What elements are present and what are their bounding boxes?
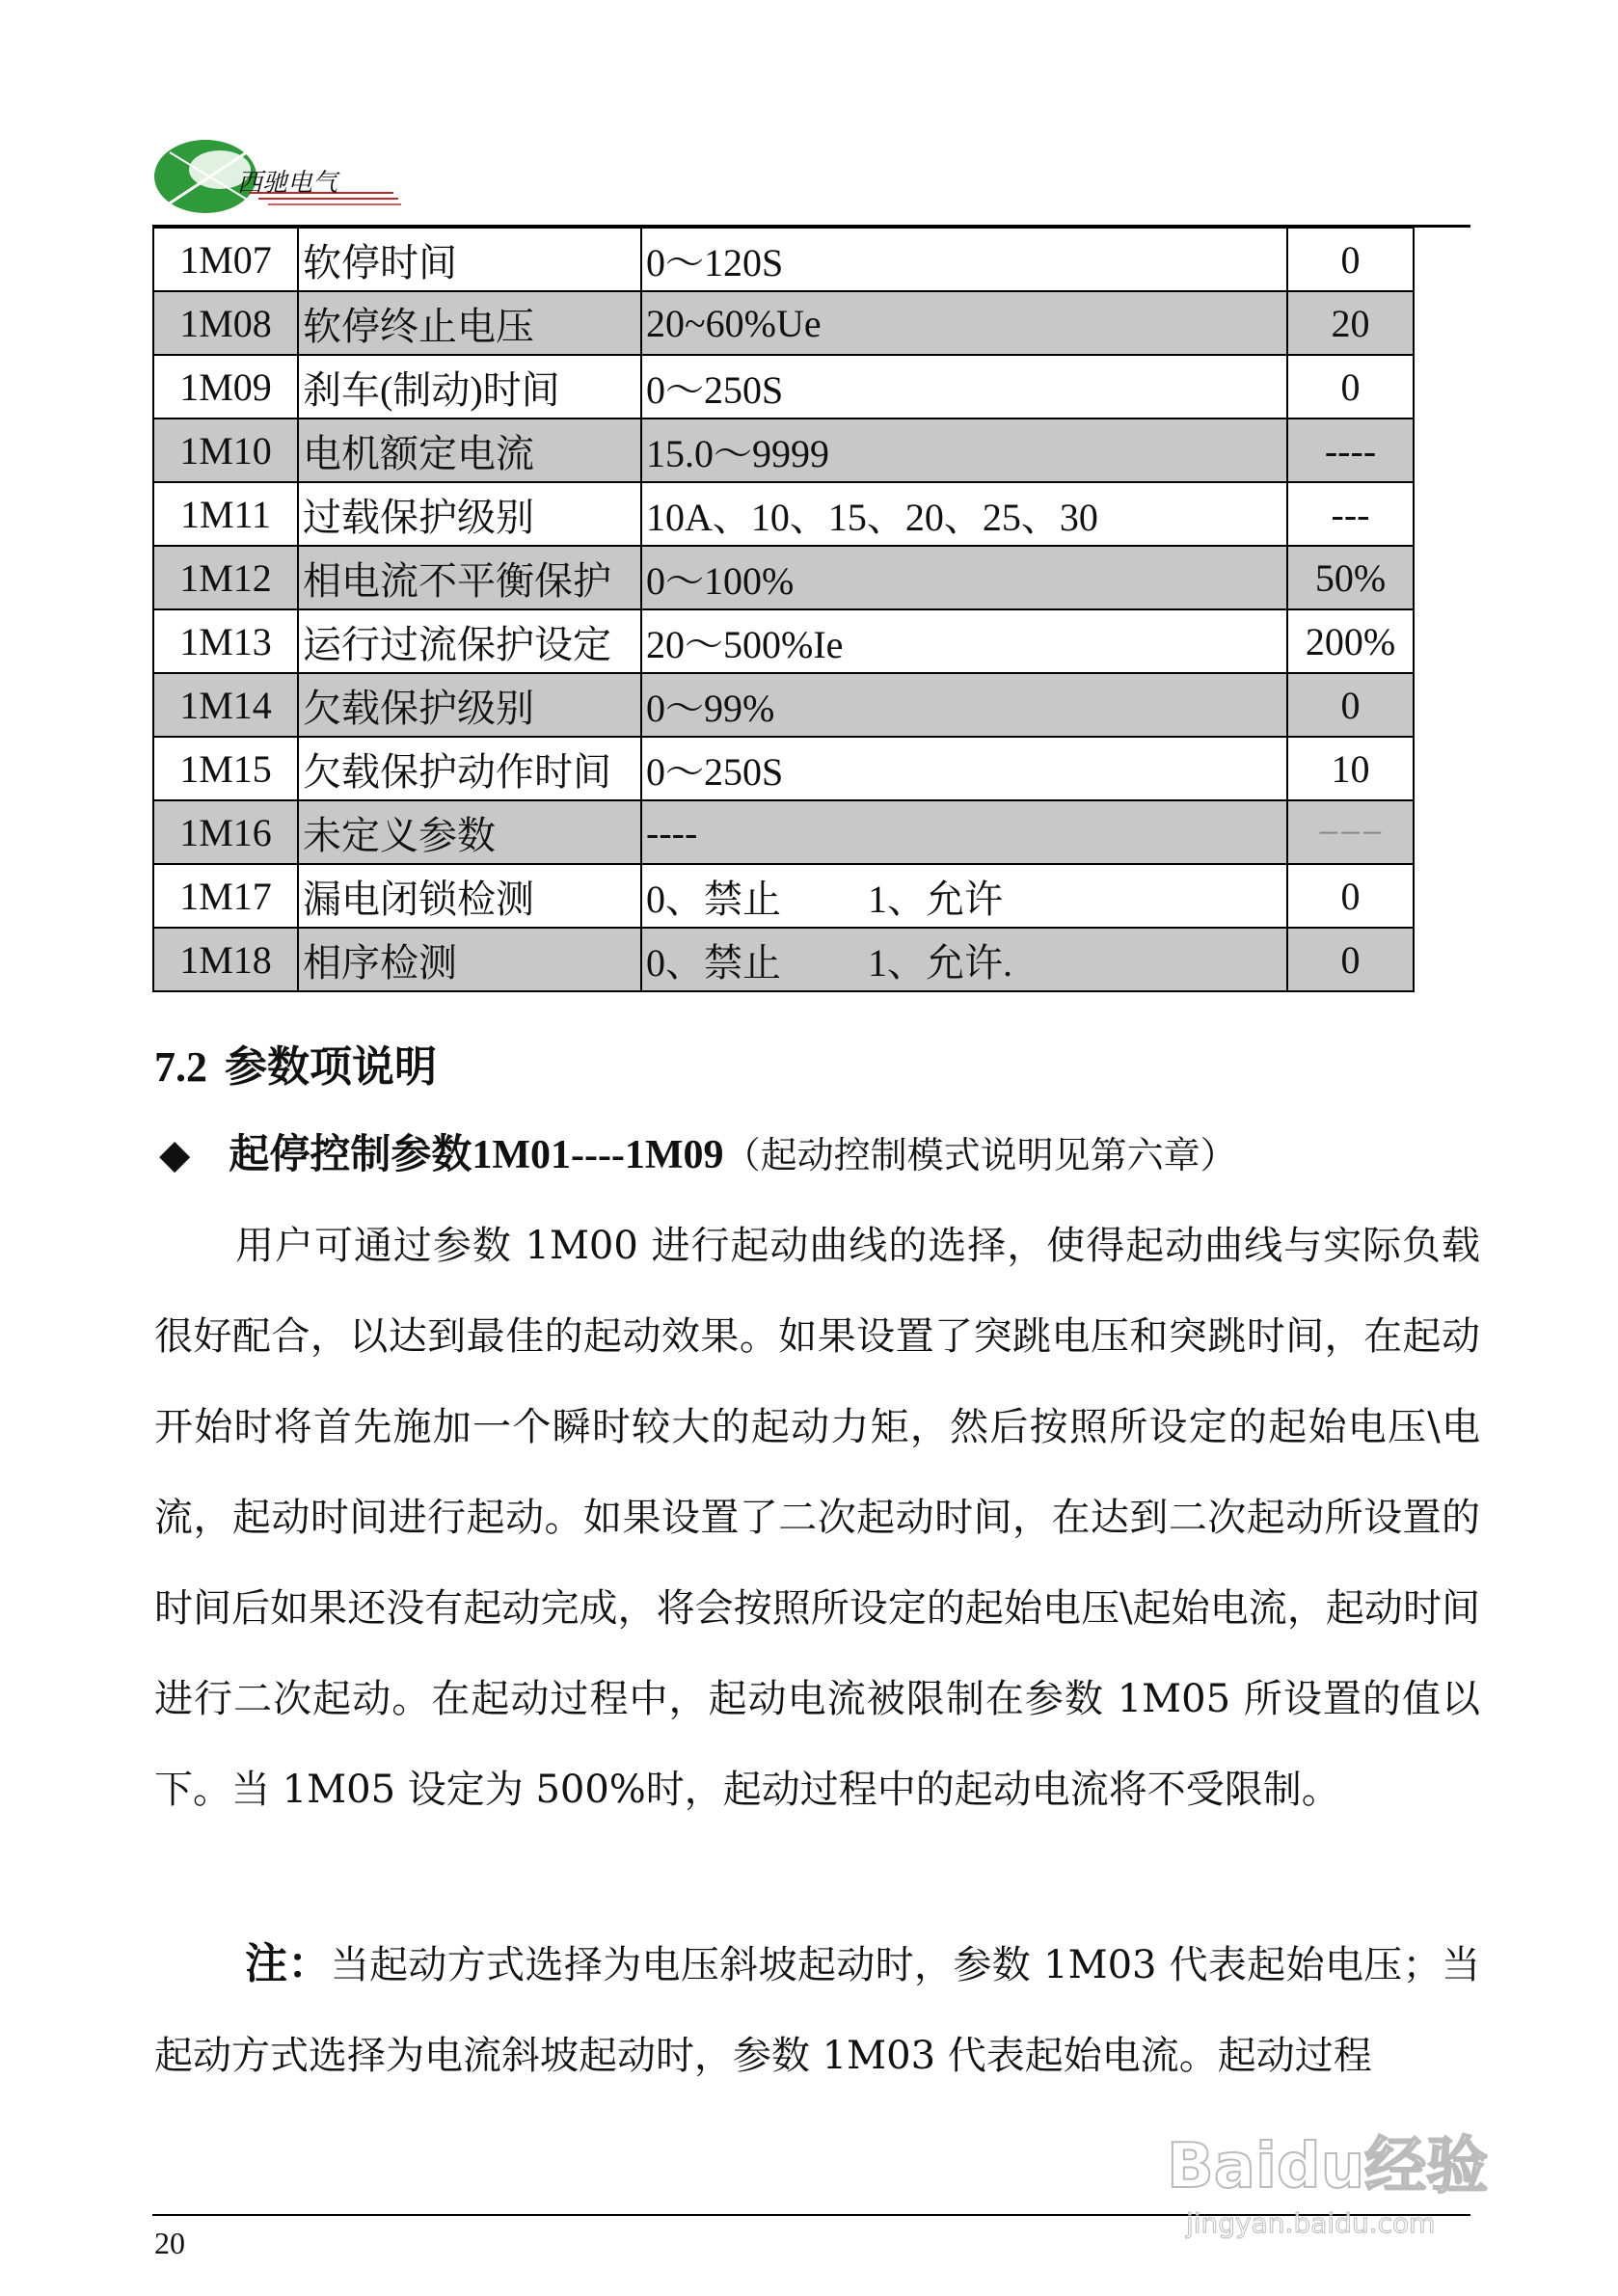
table-row (153, 291, 1414, 355)
param-code: 1M16 (153, 800, 298, 864)
bullet-note: （起动控制模式说明见第六章） (723, 1134, 1237, 1176)
parameter-table (152, 227, 1415, 992)
table-row (153, 482, 1414, 546)
param-name: 运行过流保护设定 (298, 609, 641, 673)
param-code: 1M07 (153, 228, 298, 291)
param-name: 欠载保护动作时间 (298, 737, 641, 800)
range-option-a: 0、禁止 (646, 877, 781, 921)
param-code: 1M12 (153, 546, 298, 609)
section-number: 7.2 (154, 1043, 207, 1091)
param-code: 1M11 (153, 482, 298, 546)
param-range: ---- (641, 800, 1287, 864)
table-row (153, 673, 1414, 737)
param-name: 刹车(制动)时间 (298, 355, 641, 419)
param-code: 1M15 (153, 737, 298, 800)
diamond-bullet-icon: ◆ (159, 1130, 191, 1177)
table-row (153, 609, 1414, 673)
logo-text: 西驰电气 (237, 169, 338, 198)
param-range: 15.0～9999 (641, 419, 1287, 482)
table-row (153, 228, 1414, 291)
param-code: 1M09 (153, 355, 298, 419)
bullet-title: 起停控制参数 (229, 1130, 472, 1177)
param-range (641, 928, 1287, 991)
param-default: −−− (1287, 800, 1414, 864)
param-name: 相电流不平衡保护 (298, 546, 641, 609)
table-row (153, 419, 1414, 482)
param-range: 20～500%Ie (641, 609, 1287, 673)
body-paragraph: 用户可通过参数 1M00 进行起动曲线的选择，使得起动曲线与实际负载很好配合，以达到最佳的起动效果。如果设置了突跳电压和突跳时间，在起动开始时将首先施加一个瞬时较大的起动力矩，然后按照所设定的起始电压\电流，起动时间进行起动。如果设置了二次起动时间，在达到二次起动所设置的时间后如果还没有起动完成，将会按照所设定的起始电压\起始电流，起动时间进行二次起动。在起动过程中，起动电流被限制在参数 1M05 所设置的值以下。当 1M05 设定为 500%时，起动过程中的起动电流将不受限制。 (154, 1224, 1480, 1812)
param-default: 10 (1287, 737, 1414, 800)
param-name: 过载保护级别 (298, 482, 641, 546)
watermark-url: jingyan.baidu.com (1186, 2207, 1436, 2239)
param-name: 欠载保护级别 (298, 673, 641, 737)
range-option-a: 0、禁止 (646, 940, 781, 985)
table-row (153, 737, 1414, 800)
param-name: 相序检测 (298, 928, 641, 991)
table-row (153, 355, 1414, 419)
note-paragraph (154, 1919, 1480, 2101)
param-default: 0 (1287, 355, 1414, 419)
param-name: 漏电闭锁检测 (298, 864, 641, 928)
param-name: 软停时间 (298, 228, 641, 291)
param-default: 50% (1287, 546, 1414, 609)
param-name: 软停终止电压 (298, 291, 641, 355)
baidu-watermark (1157, 2102, 1543, 2256)
param-default: 0 (1287, 228, 1414, 291)
param-code: 1M08 (153, 291, 298, 355)
table-row (153, 864, 1414, 928)
bullet-heading (159, 1122, 1237, 1180)
param-code: 1M18 (153, 928, 298, 991)
param-code: 1M13 (153, 609, 298, 673)
note-label: 注： (245, 1939, 331, 1988)
param-default: ---- (1287, 419, 1414, 482)
note-text: 当起动方式选择为电压斜坡起动时，参数 1M03 代表起始电压；当起动方式选择为电流斜坡起动时，参数 1M03 代表起始电流。起动过程 (154, 1943, 1481, 2078)
table-row (153, 546, 1414, 609)
param-range: 20~60%Ue (641, 291, 1287, 355)
param-range: 0～120S (641, 228, 1287, 291)
param-code: 1M10 (153, 419, 298, 482)
param-name: 电机额定电流 (298, 419, 641, 482)
table-row (153, 800, 1414, 864)
range-option-b: 1、允许. (868, 940, 1012, 985)
param-default: 0 (1287, 673, 1414, 737)
param-default: 20 (1287, 291, 1414, 355)
param-name: 未定义参数 (298, 800, 641, 864)
param-code: 1M17 (153, 864, 298, 928)
param-range: 0～99% (641, 673, 1287, 737)
param-code: 1M14 (153, 673, 298, 737)
watermark-brand: Baidu经验 (1167, 2131, 1489, 2202)
param-default: --- (1287, 482, 1414, 546)
param-range: 0～250S (641, 355, 1287, 419)
param-range (641, 864, 1287, 928)
section-heading (154, 1032, 437, 1094)
table-row (153, 928, 1414, 991)
param-range: 0～100% (641, 546, 1287, 609)
param-default: 0 (1287, 864, 1414, 928)
param-range: 0～250S (641, 737, 1287, 800)
param-range: 10A、10、15、20、25、30 (641, 482, 1287, 546)
bullet-range: 1M01----1M09 (472, 1133, 724, 1177)
param-default: 200% (1287, 609, 1414, 673)
page-number: 20 (154, 2226, 185, 2260)
param-default: 0 (1287, 928, 1414, 991)
company-logo (152, 133, 403, 220)
range-option-b: 1、允许 (868, 877, 1003, 921)
section-title: 参数项说明 (225, 1042, 437, 1092)
